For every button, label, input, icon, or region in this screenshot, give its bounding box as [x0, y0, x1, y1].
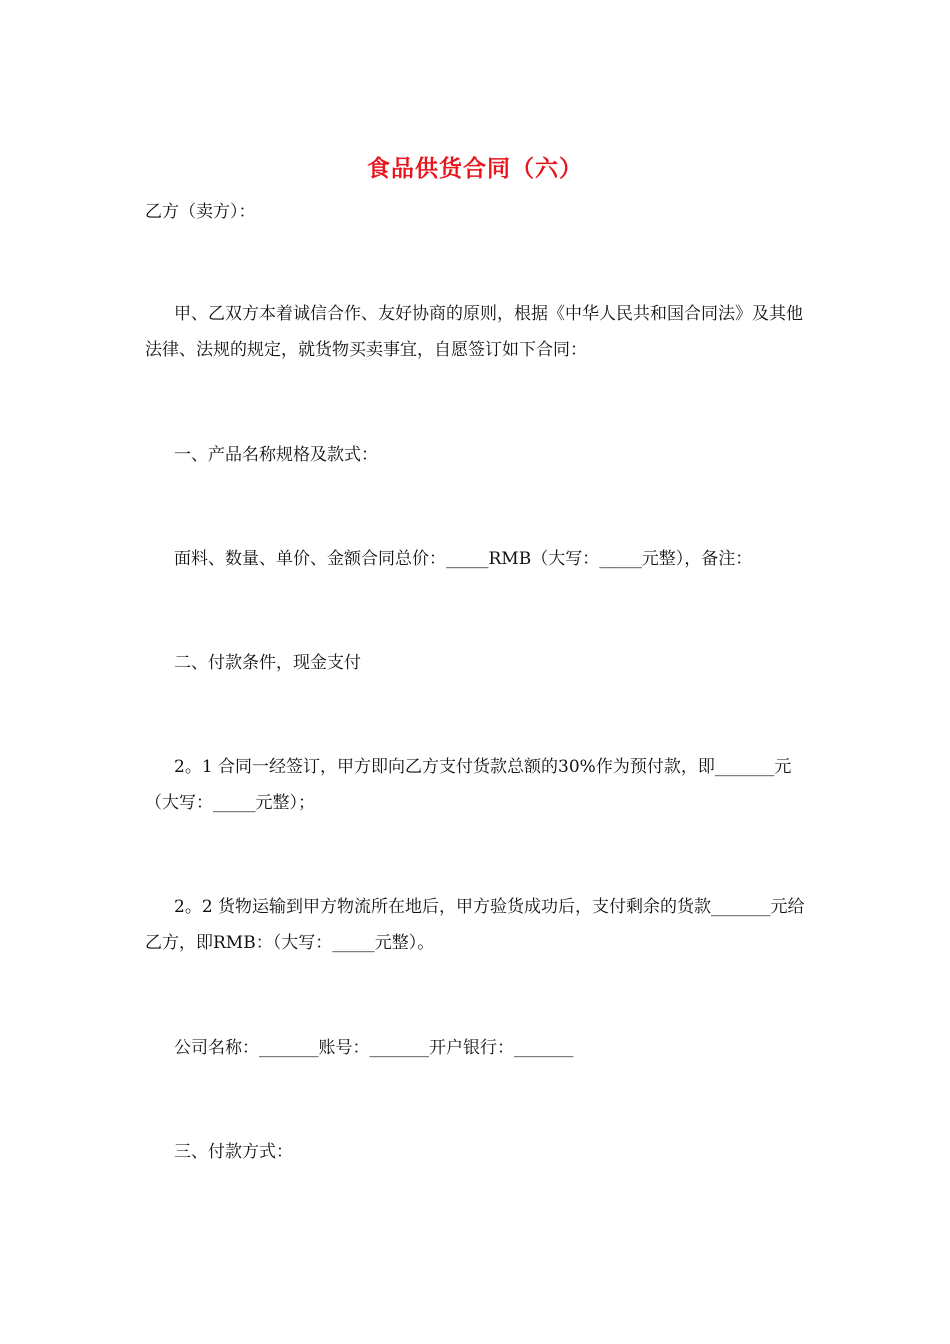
clause-2-1: 2。1 合同一经签订，甲方即向乙方支付货款总额的30%作为预付款，即_______元（大写：_____元整）； — [145, 757, 792, 813]
section-1-detail: 面料、数量、单价、金额合同总价：_____RMB（大写：_____元整），备注： — [174, 549, 753, 569]
document-title: 食品供货合同（六） — [367, 155, 583, 182]
section-3-heading: 三、付款方式： — [174, 1142, 293, 1162]
clause-2-2: 2。2 货物运输到甲方物流所在地后，甲方验货成功后，支付剩余的货款_______元给乙方，即RMB：（大写：_____元整）。 — [145, 897, 805, 953]
company-info-line: 公司名称：_______账号：_______开户银行：_______ — [174, 1038, 574, 1058]
section-2-heading: 二、付款条件，现金支付 — [174, 653, 361, 673]
section-1-heading: 一、产品名称规格及款式： — [174, 445, 378, 465]
intro-paragraph: 甲、乙双方本着诚信合作、友好协商的原则，根据《中华人民共和国合同法》及其他法律、法规的规定，就货物买卖事宜，自愿签订如下合同： — [145, 304, 803, 360]
party-b-line: 乙方（卖方）： — [145, 202, 256, 222]
